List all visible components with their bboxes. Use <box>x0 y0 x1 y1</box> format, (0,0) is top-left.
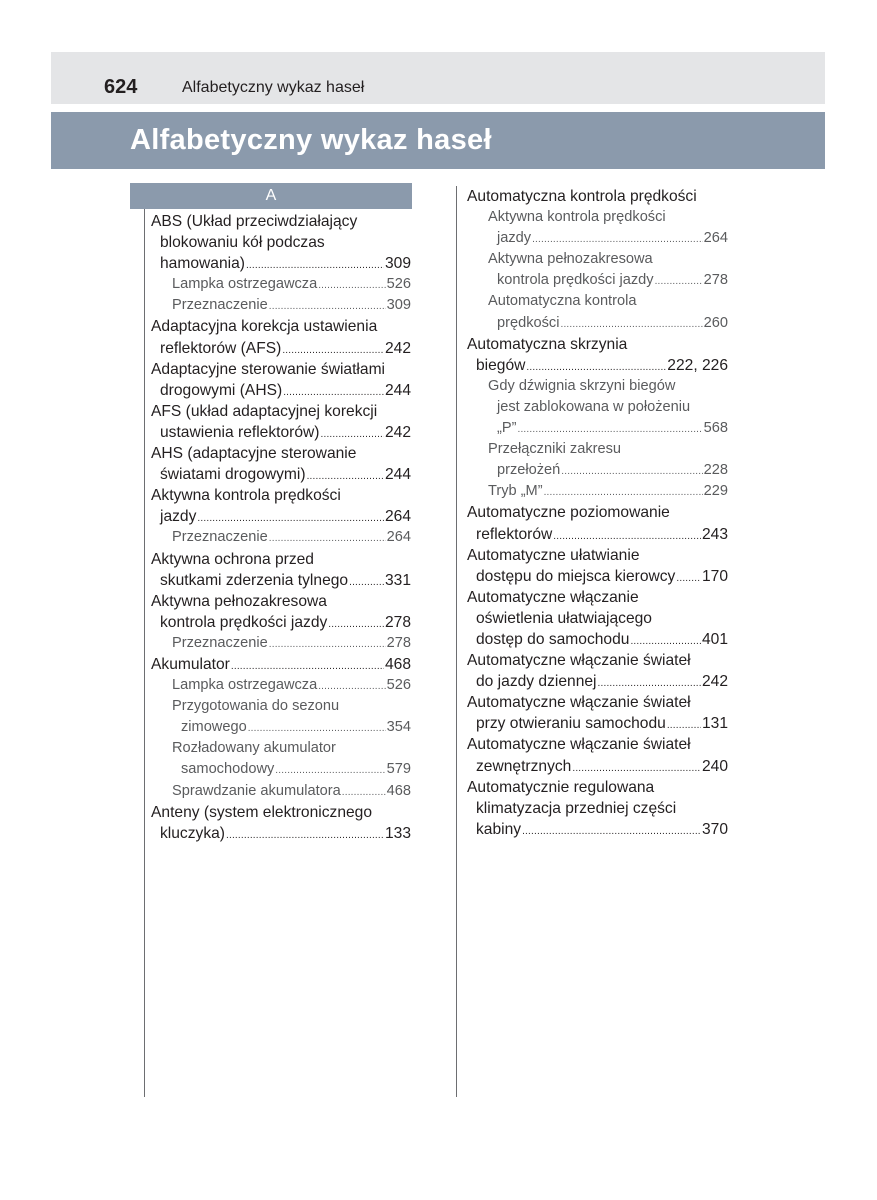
dot-leader <box>676 574 701 584</box>
index-page-number: 309 <box>386 297 411 314</box>
dot-leader <box>667 721 701 731</box>
index-page-number: 309 <box>384 255 411 273</box>
index-entry-text: przy otwieraniu samochodu <box>476 715 666 733</box>
index-entry-text: ustawienia reflektorów) <box>160 423 320 441</box>
index-entry-text: Automatyczne włączanie świateł <box>467 736 691 754</box>
index-subentry <box>467 313 728 334</box>
dot-leader <box>522 827 701 837</box>
index-subentry <box>467 481 728 502</box>
index-page-number: 526 <box>386 276 411 293</box>
index-subentry <box>151 696 411 717</box>
index-entry-text: Adaptacyjne sterowanie światłami <box>151 360 386 378</box>
index-entry-text: zimowego <box>181 719 247 736</box>
index-entry-text: klimatyzacja przedniej części <box>476 799 677 817</box>
page-number: 624 <box>104 76 138 98</box>
dot-leader <box>532 235 703 245</box>
index-subentry <box>151 633 411 654</box>
index-page-number: 228 <box>703 462 728 479</box>
dot-leader <box>349 578 384 588</box>
dot-leader <box>231 662 384 672</box>
index-subentry <box>151 738 411 759</box>
index-entry-text: samochodowy <box>181 761 275 778</box>
index-subentry <box>467 460 728 481</box>
index-page-number: 244 <box>384 381 411 399</box>
index-entry <box>151 422 411 443</box>
index-page-number: 401 <box>701 630 728 648</box>
index-entry-text: Automatyczna kontrola prędkości <box>467 188 697 205</box>
dot-leader <box>248 724 386 734</box>
index-entry <box>151 506 411 527</box>
dot-leader <box>560 320 702 330</box>
index-entry-text: Aktywna kontrola prędkości <box>488 209 666 226</box>
index-entry-text: Aktywna kontrola prędkości <box>151 487 341 505</box>
index-entry <box>151 591 411 612</box>
dot-leader <box>517 425 702 435</box>
index-entry-text: Aktywna pełnozakresowa <box>151 592 327 610</box>
left-column-rule <box>144 209 145 1097</box>
index-entry-text: kluczyka) <box>160 824 225 842</box>
index-page-number: 240 <box>701 757 728 775</box>
index-entry <box>151 443 411 464</box>
index-page-number: 244 <box>384 466 411 484</box>
index-entry <box>151 549 411 570</box>
index-subentry <box>151 274 411 295</box>
index-entry-text: Automatyczne ułatwianie <box>467 546 640 564</box>
center-column-rule <box>456 186 457 1097</box>
dot-leader <box>269 534 386 544</box>
dot-leader <box>275 766 385 776</box>
index-entry-text: blokowaniu kół podczas <box>160 234 325 252</box>
index-entry-text: jest zablokowana w położeniu <box>497 398 691 415</box>
index-entry <box>467 777 728 798</box>
index-page-number: 278 <box>703 272 728 289</box>
index-subentry <box>151 527 411 548</box>
index-column-left <box>151 211 411 844</box>
dot-leader <box>544 488 703 498</box>
index-entry-text: Aktywna ochrona przed <box>151 550 314 568</box>
dot-leader <box>282 346 384 356</box>
index-subentry <box>467 439 728 460</box>
index-entry <box>151 253 411 274</box>
index-column-right <box>467 186 728 840</box>
index-entry <box>467 671 728 692</box>
index-entry-text: skutkami zderzenia tylnego <box>160 571 349 589</box>
index-entry <box>467 798 728 819</box>
index-page-number: 468 <box>386 782 411 799</box>
dot-leader <box>269 640 386 650</box>
index-entry <box>151 823 411 844</box>
index-subentry <box>467 418 728 439</box>
index-entry <box>151 802 411 823</box>
index-entry-text: ABS (Układ przeciwdziałający <box>151 213 358 230</box>
dot-leader <box>226 831 384 841</box>
index-entry <box>467 713 728 734</box>
index-entry-text: biegów <box>476 356 526 374</box>
index-entry-text: Automatyczna skrzynia <box>467 335 628 353</box>
index-entry-text: Automatycznie regulowana <box>467 778 655 796</box>
index-subentry <box>151 759 411 780</box>
index-entry-text: reflektorów (AFS) <box>160 339 282 357</box>
index-entry <box>467 355 728 376</box>
index-entry-text: do jazdy dziennej <box>476 673 597 691</box>
dot-leader <box>197 514 384 524</box>
index-subentry <box>151 295 411 316</box>
index-entry-text: kontrola prędkości jazdy <box>160 613 328 631</box>
index-entry-text: Sprawdzanie akumulatora <box>172 782 341 799</box>
index-entry-text: prędkości <box>497 314 560 331</box>
index-entry-text: Gdy dźwignia skrzyni biegów <box>488 377 676 394</box>
index-entry-text: kabiny <box>476 820 522 838</box>
index-entry-text: Automatyczne włączanie świateł <box>467 652 691 670</box>
index-entry-text: drogowymi (AHS) <box>160 381 283 399</box>
dot-leader <box>283 388 384 398</box>
index-entry <box>151 211 411 232</box>
index-entry-text: Przeznaczenie <box>172 297 268 314</box>
index-page-number: 526 <box>386 677 411 694</box>
index-entry <box>151 380 411 401</box>
index-entry <box>467 756 728 777</box>
index-subentry <box>467 291 728 312</box>
index-page-number: 131 <box>701 715 728 733</box>
index-entry <box>467 734 728 755</box>
index-entry <box>467 629 728 650</box>
index-entry-text: Automatyczne poziomowanie <box>467 504 670 522</box>
dot-leader <box>342 788 386 798</box>
dot-leader <box>246 261 384 271</box>
index-page-number: 242 <box>384 339 411 357</box>
index-subentry <box>467 270 728 291</box>
index-entry <box>151 401 411 422</box>
dot-leader <box>655 277 703 287</box>
index-entry-text: Przełączniki zakresu <box>488 441 622 458</box>
index-entry-text: przełożeń <box>497 462 561 479</box>
dot-leader <box>269 302 386 312</box>
index-entry <box>467 650 728 671</box>
index-entry <box>467 692 728 713</box>
dot-leader <box>318 281 385 291</box>
index-page-number: 242 <box>701 673 728 691</box>
index-subentry <box>467 249 728 270</box>
index-entry-text: Aktywna pełnozakresowa <box>488 251 653 268</box>
index-entry <box>467 186 728 207</box>
index-entry <box>151 612 411 633</box>
index-page-number: 579 <box>386 761 411 778</box>
index-entry-text: reflektorów <box>476 525 553 543</box>
index-entry <box>467 608 728 629</box>
index-page-number: 133 <box>384 824 411 842</box>
dot-leader <box>318 682 385 692</box>
index-entry-text: światami drogowymi) <box>160 466 306 484</box>
index-subentry <box>467 376 728 397</box>
index-entry-text: Przeznaczenie <box>172 529 268 546</box>
running-header-band <box>51 52 825 104</box>
index-page-number: 229 <box>703 483 728 500</box>
index-entry-text: kontrola prędkości jazdy <box>497 272 654 289</box>
index-entry <box>151 570 411 591</box>
index-page-number: 260 <box>703 314 728 331</box>
index-entry-text: Przygotowania do sezonu <box>172 698 340 715</box>
dot-leader <box>561 467 702 477</box>
dot-leader <box>598 679 701 689</box>
index-entry-text: oświetlenia ułatwiającego <box>476 609 652 627</box>
dot-leader <box>572 764 701 774</box>
index-entry-text: AFS (układ adaptacyjnej korekcji <box>151 402 378 420</box>
index-entry-text: dostępu do miejsca kierowcy <box>476 567 676 585</box>
index-entry-text: dostęp do samochodu <box>476 630 630 648</box>
index-subentry <box>467 228 728 249</box>
index-entry <box>467 566 728 587</box>
index-entry-text: Przeznaczenie <box>172 634 268 651</box>
index-entry <box>467 524 728 545</box>
index-entry-text: Anteny (system elektronicznego <box>151 803 373 821</box>
index-entry-text: Akumulator <box>151 655 230 673</box>
index-entry <box>151 232 411 253</box>
index-subentry <box>151 717 411 738</box>
index-entry <box>467 819 728 840</box>
index-entry-text: Tryb „M” <box>488 483 543 500</box>
index-page-number: 264 <box>384 508 411 526</box>
dot-leader <box>320 430 383 440</box>
index-entry-text: Automatyczne włączanie świateł <box>467 694 691 712</box>
index-entry-text: AHS (adaptacyjne sterowanie <box>151 445 357 463</box>
index-entry-text: Lampka ostrzegawcza <box>172 276 318 293</box>
index-page-number: 264 <box>703 230 728 247</box>
index-page-number: 243 <box>701 525 728 543</box>
index-page-number: 264 <box>386 529 411 546</box>
index-entry <box>151 464 411 485</box>
index-entry-text: zewnętrznych <box>476 757 572 775</box>
index-page-number: 278 <box>384 613 411 631</box>
index-entry-text: Automatyczna kontrola <box>488 293 637 310</box>
index-subentry <box>151 675 411 696</box>
index-entry <box>151 338 411 359</box>
dot-leader <box>553 532 701 542</box>
index-entry-text: Adaptacyjna korekcja ustawienia <box>151 318 378 336</box>
index-entry <box>467 502 728 523</box>
index-entry-text: „P” <box>497 420 517 437</box>
dot-leader <box>328 620 384 630</box>
index-page-number: 568 <box>703 420 728 437</box>
index-page-number: 242 <box>384 423 411 441</box>
dot-leader <box>630 637 701 647</box>
index-entry <box>151 316 411 337</box>
index-entry <box>467 545 728 566</box>
index-page-number: 331 <box>384 571 411 589</box>
index-subentry <box>151 781 411 802</box>
index-subentry <box>467 207 728 228</box>
index-subentry <box>467 397 728 418</box>
index-entry-text: jazdy <box>160 508 197 526</box>
section-letter-heading: A <box>130 183 412 209</box>
index-entry <box>151 359 411 380</box>
index-page-number: 278 <box>386 634 411 651</box>
index-entry-text: Rozładowany akumulator <box>172 740 336 757</box>
index-entry <box>467 587 728 608</box>
index-entry-text: jazdy <box>497 230 532 247</box>
index-page-number: 370 <box>701 820 728 838</box>
index-page-number: 222, 226 <box>667 356 728 374</box>
running-title: Alfabetyczny wykaz haseł <box>182 79 365 96</box>
dot-leader <box>526 363 666 373</box>
dot-leader <box>307 472 384 482</box>
page-title: Alfabetyczny wykaz haseł <box>130 124 492 156</box>
index-entry <box>467 334 728 355</box>
index-page-number: 468 <box>384 655 411 673</box>
index-page-number: 170 <box>701 567 728 585</box>
index-entry-text: hamowania) <box>160 255 245 273</box>
index-entry <box>151 485 411 506</box>
index-entry-text: Lampka ostrzegawcza <box>172 677 318 694</box>
index-page-number: 354 <box>386 719 411 736</box>
index-entry-text: Automatyczne włączanie <box>467 588 639 606</box>
index-entry <box>151 654 411 675</box>
